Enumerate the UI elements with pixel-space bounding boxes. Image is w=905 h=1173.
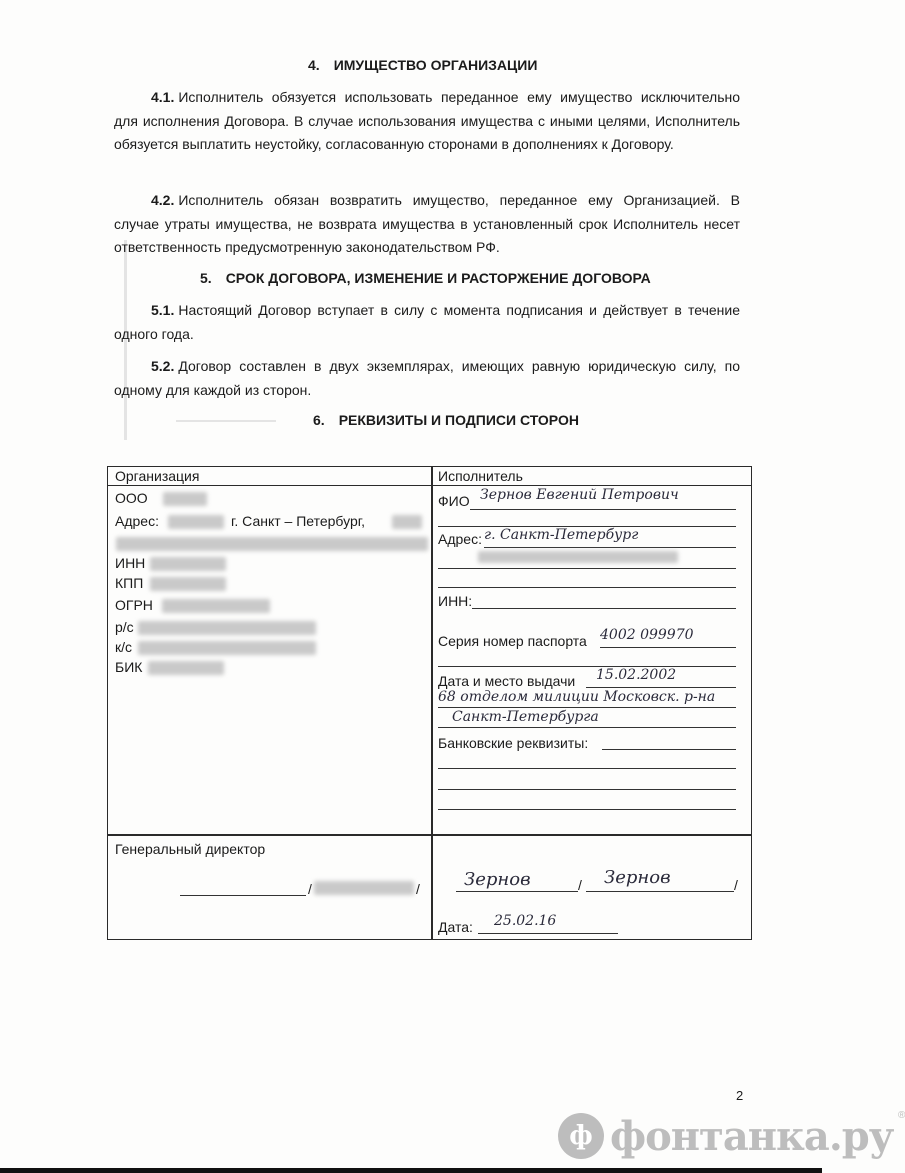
redacted-address bbox=[168, 515, 224, 529]
date-handwritten: 25.02.16 bbox=[494, 913, 557, 929]
org-address-label: Адрес: bbox=[115, 513, 159, 529]
inn-line bbox=[472, 608, 736, 609]
fio-handwritten: Зернов Евгений Петрович bbox=[480, 487, 679, 503]
section-number: 6. bbox=[313, 412, 325, 428]
paragraph-4-1 bbox=[114, 86, 740, 157]
executor-header: Исполнитель bbox=[438, 468, 523, 484]
redacted-director-name bbox=[314, 881, 414, 895]
bank-line-2 bbox=[438, 768, 736, 769]
slash: / bbox=[416, 881, 420, 897]
address-line-3 bbox=[438, 587, 736, 588]
bank-line-4 bbox=[438, 809, 736, 810]
redacted-bik bbox=[148, 661, 224, 675]
org-header: Организация bbox=[115, 468, 200, 484]
paragraph-text: Договор составлен в двух экземплярах, имеющих равную юридическую силу, по одному для каждой из сторон. bbox=[114, 358, 740, 398]
row-divider bbox=[108, 834, 751, 836]
bank-label: Банковские реквизиты: bbox=[438, 735, 589, 751]
org-bik-label: БИК bbox=[115, 659, 143, 675]
header-divider bbox=[108, 485, 751, 486]
org-ks-label: к/с bbox=[115, 639, 133, 655]
redacted-org-name bbox=[163, 492, 207, 506]
address-line-2 bbox=[438, 568, 736, 569]
paragraph-text: Исполнитель обязуется использовать переданное ему имущество исключительно для исполнения Договора. В случае использования имущества с иными целями, Исполнитель обязуется выплатить неустойку, согласованную сторонами в дополнениях к Договору. bbox=[114, 89, 740, 152]
org-ogrn-label: ОГРН bbox=[115, 597, 153, 613]
section-4-heading bbox=[308, 57, 537, 73]
redacted-ks bbox=[138, 641, 316, 655]
paragraph-5-1 bbox=[114, 299, 740, 346]
paragraph-text: Настоящий Договор вступает в силу с момента подписания и действует в течение одного года. bbox=[114, 302, 740, 342]
section-title: РЕКВИЗИТЫ И ПОДПИСИ СТОРОН bbox=[338, 412, 579, 428]
passport-handwritten: 4002 099970 bbox=[600, 627, 694, 643]
director-signature-line bbox=[180, 895, 306, 896]
slash: / bbox=[308, 881, 312, 897]
slash: / bbox=[734, 877, 738, 893]
issue-line-2 bbox=[438, 707, 736, 708]
signature-line-2 bbox=[586, 891, 734, 892]
director-label: Генеральный директор bbox=[115, 841, 266, 857]
address-handwritten: г. Санкт-Петербург bbox=[484, 527, 639, 543]
section-5-heading bbox=[200, 270, 651, 286]
executor-signature-1: Зернов bbox=[464, 869, 531, 890]
paragraph-text: Исполнитель обязан возвратить имущество, переданное ему Организацией. В случае утраты имущества, не возврата имущества в установленный срок Исполнитель несет ответственность предусмотренную законодательством РФ. bbox=[114, 192, 740, 255]
watermark-logo bbox=[558, 1106, 905, 1166]
section-title: СРОК ДОГОВОРА, ИЗМЕНЕНИЕ И РАСТОРЖЕНИЕ ДОГОВОРА bbox=[225, 270, 651, 286]
column-divider bbox=[431, 467, 433, 939]
address-line bbox=[484, 547, 736, 548]
scan-edge bbox=[0, 1168, 822, 1173]
executor-inn-label: ИНН: bbox=[438, 593, 473, 609]
section-number: 5. bbox=[200, 270, 212, 286]
redacted-executor-address bbox=[478, 551, 678, 563]
redacted-ogrn bbox=[162, 599, 270, 613]
paragraph-4-2 bbox=[114, 189, 740, 260]
org-kpp-label: КПП bbox=[115, 575, 144, 591]
redacted-rs bbox=[138, 621, 316, 635]
org-inn-label: ИНН bbox=[115, 555, 146, 571]
issue-label: Дата и место выдачи bbox=[438, 673, 576, 689]
executor-signature-2: Зернов bbox=[604, 867, 671, 888]
page-number: 2 bbox=[736, 1088, 744, 1103]
redacted-address-line bbox=[116, 537, 428, 551]
logo-mark-icon: ф bbox=[558, 1113, 604, 1159]
date-line bbox=[478, 933, 618, 934]
issue-date-handwritten: 15.02.2002 bbox=[596, 667, 677, 683]
paragraph-number: 5.1. bbox=[151, 302, 175, 318]
date-label: Дата: bbox=[438, 919, 473, 935]
redacted-kpp bbox=[150, 577, 226, 591]
org-rs-label: р/с bbox=[115, 619, 134, 635]
signature-line-1 bbox=[456, 891, 578, 892]
issue-place-handwritten-2: Санкт-Петербурга bbox=[452, 709, 599, 725]
fio-line bbox=[470, 509, 736, 510]
section-number: 4. bbox=[308, 57, 320, 73]
slash: / bbox=[578, 877, 582, 893]
redacted-inn bbox=[150, 557, 226, 571]
passport-line bbox=[600, 647, 736, 648]
bank-line bbox=[602, 749, 736, 750]
passport-label: Серия номер паспорта bbox=[438, 633, 587, 649]
issue-place-handwritten-1: 68 отделом милиции Московск. р-на bbox=[438, 689, 716, 705]
issue-line-3 bbox=[438, 727, 736, 728]
scan-artifact bbox=[176, 420, 276, 422]
logo-text: фонтанка.ру bbox=[610, 1112, 894, 1160]
redacted-address bbox=[392, 515, 422, 529]
bank-line-3 bbox=[438, 789, 736, 790]
paragraph-5-2 bbox=[114, 355, 740, 402]
org-type: ООО bbox=[115, 490, 148, 506]
paragraph-number: 4.1. bbox=[151, 89, 175, 105]
section-6-heading bbox=[313, 412, 579, 428]
paragraph-number: 4.2. bbox=[151, 192, 175, 208]
executor-address-label: Адрес: bbox=[438, 531, 482, 547]
passport-line-2 bbox=[438, 666, 736, 667]
paragraph-number: 5.2. bbox=[151, 358, 175, 374]
fio-label: ФИО bbox=[438, 493, 470, 509]
section-title: ИМУЩЕСТВО ОРГАНИЗАЦИИ bbox=[333, 57, 538, 73]
issue-line bbox=[586, 687, 736, 688]
requisites-table bbox=[107, 466, 752, 940]
registered-mark: ® bbox=[897, 1110, 905, 1121]
org-address-city: г. Санкт – Петербург, bbox=[231, 513, 366, 529]
